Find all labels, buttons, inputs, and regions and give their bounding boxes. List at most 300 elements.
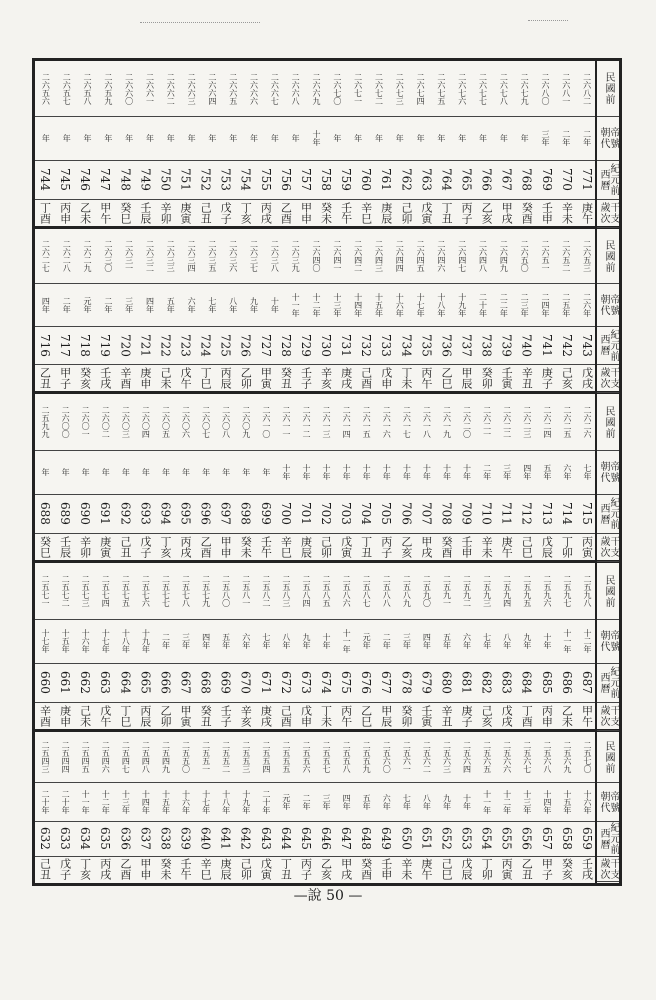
cell-text: 年 <box>332 134 342 142</box>
cell-text: 652 <box>439 827 454 850</box>
cell-dihao <box>389 116 410 160</box>
cell-ganzhi <box>155 533 175 561</box>
cell-ganzhi <box>356 856 376 881</box>
cell-text: 729 <box>298 333 313 357</box>
cell-minguo <box>196 732 216 782</box>
cell-ganzhi <box>396 199 416 227</box>
cell-text: 678 <box>399 671 414 694</box>
cell-xili <box>477 494 497 533</box>
cell-text: 699 <box>258 502 273 525</box>
cell-text: 戊申 <box>299 705 313 727</box>
cell-text: 十三年 <box>522 789 532 814</box>
row-ganzhi <box>35 702 597 730</box>
cell-text: 二六三三 <box>166 240 176 272</box>
cell-minguo <box>537 732 557 782</box>
row-dihao <box>35 450 597 495</box>
header-cell-dihao <box>597 450 619 495</box>
cell-text: 二六二三 <box>522 406 532 438</box>
cell-dihao <box>389 283 410 326</box>
cell-minguo <box>276 732 296 782</box>
cell-text: 687 <box>579 671 594 694</box>
cell-ganzhi <box>396 856 416 881</box>
cell-dihao <box>497 782 517 821</box>
cell-minguo <box>416 394 436 450</box>
cell-dihao <box>535 116 556 160</box>
cell-xili <box>75 326 95 364</box>
cell-xili <box>316 663 336 702</box>
cell-ganzhi <box>416 199 436 227</box>
cell-minguo <box>256 563 276 619</box>
cell-dihao <box>77 116 98 160</box>
cell-text: 718 <box>78 333 93 357</box>
cell-xili <box>316 160 336 199</box>
cell-text: 二年 <box>103 296 113 313</box>
header-cell-ganzhi <box>597 199 619 228</box>
cell-text: 665 <box>138 671 153 694</box>
cell-text: 750 <box>158 168 173 191</box>
cell-text: 二六一七 <box>402 406 412 438</box>
cell-text: 二六八一 <box>561 72 571 105</box>
cell-minguo <box>118 61 139 116</box>
header-cell-minguo <box>597 229 619 284</box>
cell-text: 二五五〇 <box>181 741 191 773</box>
cell-text: 二六一六 <box>382 406 392 438</box>
cell-minguo <box>216 563 236 619</box>
cell-text: 二五七四 <box>101 575 111 607</box>
cell-ganzhi <box>477 199 497 227</box>
cell-ganzhi <box>416 533 436 561</box>
cell-ganzhi <box>577 199 597 227</box>
cell-text: 768 <box>519 168 534 191</box>
cell-text: 十年 <box>322 633 332 649</box>
header-label: 朝代 <box>598 293 609 316</box>
cell-text: 766 <box>479 168 494 191</box>
cell-minguo <box>376 563 396 619</box>
cell-ganzhi <box>336 702 356 730</box>
cell-text: 633 <box>58 827 73 850</box>
cell-text: 二五八七 <box>362 575 372 607</box>
cell-text: 二年 <box>161 633 171 649</box>
cell-text: 655 <box>499 827 514 850</box>
cell-text: 712 <box>519 502 534 525</box>
cell-dihao <box>326 283 347 326</box>
cell-ganzhi <box>176 533 196 561</box>
cell-dihao <box>196 619 216 663</box>
cell-xili <box>55 821 75 856</box>
cell-text: 乙巳 <box>439 367 453 389</box>
cell-dihao <box>472 116 493 160</box>
cell-text: 戊寅 <box>259 857 273 880</box>
cell-text: 年 <box>291 134 301 142</box>
cell-xili <box>517 160 537 199</box>
cell-xili <box>236 663 256 702</box>
cell-text: 癸未 <box>319 202 333 224</box>
cell-text: 717 <box>58 333 73 357</box>
cell-minguo <box>276 563 296 619</box>
cell-text: 辛亥 <box>319 367 333 389</box>
section-body <box>35 394 597 560</box>
cell-xili <box>497 160 517 199</box>
header-label: 民國前 <box>603 405 614 439</box>
cell-text: 十二年 <box>311 292 321 317</box>
cell-minguo <box>517 732 537 782</box>
cell-text: 癸亥 <box>560 857 574 880</box>
cell-dihao <box>410 283 431 326</box>
cell-text: 二六七五 <box>436 72 446 105</box>
cell-ganzhi <box>55 533 75 561</box>
cell-text: 二六六八 <box>291 72 301 105</box>
cell-ganzhi <box>115 199 135 227</box>
cell-text: 二五五二 <box>221 741 231 773</box>
cell-ganzhi <box>135 856 155 881</box>
cell-dihao <box>75 619 95 663</box>
cell-xili <box>376 160 396 199</box>
cell-ganzhi <box>276 702 296 730</box>
cell-xili <box>436 326 456 364</box>
cell-minguo <box>285 229 306 283</box>
cell-dihao <box>576 283 597 326</box>
cell-xili <box>557 326 577 364</box>
cell-text: 753 <box>218 168 233 191</box>
cell-text: 666 <box>158 671 173 694</box>
cell-xili <box>196 160 216 199</box>
cell-text: 六年 <box>382 793 392 810</box>
cell-text: 七年 <box>482 633 492 649</box>
cell-minguo <box>135 563 155 619</box>
cell-text: 八年 <box>502 633 512 649</box>
cell-ganzhi <box>95 364 115 392</box>
cell-dihao <box>176 619 196 663</box>
cell-minguo <box>316 563 336 619</box>
cell-text: 二六四〇 <box>311 240 321 272</box>
cell-text: 庚子 <box>540 367 554 389</box>
row-minguo <box>35 394 597 451</box>
cell-ganzhi <box>155 199 175 227</box>
cell-ganzhi <box>75 364 95 392</box>
cell-minguo <box>517 394 537 450</box>
cell-text: 五年 <box>166 296 176 313</box>
cell-text: 二六二〇 <box>462 406 472 438</box>
header-cell-dihao <box>597 116 619 161</box>
cell-text: 戊午 <box>179 367 193 389</box>
cell-minguo <box>497 732 517 782</box>
cell-dihao <box>135 450 155 494</box>
cell-ganzhi <box>376 364 396 392</box>
cell-minguo <box>55 732 75 782</box>
cell-text: 二五九七 <box>562 575 572 607</box>
cell-text: 767 <box>499 168 514 191</box>
cell-dihao <box>276 782 296 821</box>
cell-text: 己卯 <box>239 857 253 880</box>
cell-dihao <box>35 782 55 821</box>
cell-text: 749 <box>138 168 153 191</box>
cell-text: 三年 <box>322 793 332 810</box>
cell-minguo <box>243 61 264 116</box>
cell-minguo <box>222 229 243 283</box>
cell-text: 639 <box>178 827 193 850</box>
cell-dihao <box>493 116 514 160</box>
cell-text: 669 <box>218 671 233 694</box>
cell-text: 五年 <box>362 793 372 810</box>
cell-dihao <box>135 619 155 663</box>
cell-minguo <box>55 394 75 450</box>
cell-text: 戊午 <box>98 705 112 727</box>
cell-text: 707 <box>419 502 434 525</box>
cell-xili <box>176 326 196 364</box>
cell-text: 二五六〇 <box>382 741 392 773</box>
cell-text: 乙未 <box>78 202 92 224</box>
cell-minguo <box>537 563 557 619</box>
cell-dihao <box>497 619 517 663</box>
cell-text: 戊寅 <box>419 202 433 224</box>
cell-text: 甲申 <box>138 857 152 880</box>
cell-text: 二六一八 <box>422 406 432 438</box>
row-dihao <box>35 116 597 161</box>
cell-text: 681 <box>459 671 474 694</box>
cell-minguo <box>368 229 389 283</box>
cell-dihao <box>95 619 115 663</box>
cell-text: 二五九五 <box>522 575 532 607</box>
cell-text: 年 <box>520 134 530 142</box>
cell-xili <box>396 326 416 364</box>
cell-text: 壬辰 <box>138 202 152 224</box>
cell-text: 元年 <box>281 793 291 810</box>
cell-dihao <box>537 782 557 821</box>
cell-xili <box>236 326 256 364</box>
cell-text: 丁未 <box>319 705 333 727</box>
cell-dihao <box>557 619 577 663</box>
header-label: 西曆 <box>598 502 609 525</box>
cell-text: 二五七三 <box>81 575 91 607</box>
cell-minguo <box>243 229 264 283</box>
cell-text: 754 <box>238 168 253 191</box>
cell-ganzhi <box>135 533 155 561</box>
cell-text: 二五八〇 <box>221 575 231 607</box>
section-header-column <box>595 229 619 391</box>
header-label: 朝代 <box>598 630 609 652</box>
cell-minguo <box>35 394 55 450</box>
cell-text: 二五五七 <box>322 741 332 773</box>
cell-minguo <box>35 61 56 116</box>
cell-dihao <box>55 782 75 821</box>
cell-text: 647 <box>339 827 354 850</box>
cell-xili <box>256 494 276 533</box>
cell-ganzhi <box>196 533 216 561</box>
cell-xili <box>296 494 316 533</box>
cell-minguo <box>176 563 196 619</box>
cell-ganzhi <box>517 702 537 730</box>
cell-text: 658 <box>559 827 574 850</box>
cell-dihao <box>155 782 175 821</box>
cell-text: 二六一五 <box>362 406 372 438</box>
cell-dihao <box>202 283 223 326</box>
cell-ganzhi <box>196 364 216 392</box>
cell-text: 元年 <box>362 633 372 649</box>
header-label: 西曆 <box>598 827 609 850</box>
cell-ganzhi <box>176 364 196 392</box>
cell-text: 713 <box>539 502 554 525</box>
cell-text: 十年 <box>311 130 321 146</box>
cell-text: 辛亥 <box>239 705 253 727</box>
cell-text: 辛丑 <box>520 367 534 389</box>
cell-text: 二六一二 <box>301 406 311 438</box>
cell-ganzhi <box>236 533 256 561</box>
header-label: 帝號 <box>608 790 619 813</box>
section-header-column <box>595 394 619 560</box>
cell-text: 725 <box>218 333 233 357</box>
cell-text: 丙寅 <box>500 857 514 880</box>
cell-text: 丙辰 <box>138 705 152 727</box>
cell-text: 十年 <box>342 464 352 480</box>
cell-xili <box>416 494 436 533</box>
cell-xili <box>457 494 477 533</box>
cell-ganzhi <box>176 199 196 227</box>
cell-text: 丁卯 <box>560 536 574 558</box>
cell-minguo <box>472 61 493 116</box>
cell-xili <box>155 160 175 199</box>
cell-text: 二年 <box>382 633 392 649</box>
cell-text: 二五七一 <box>41 575 51 607</box>
cell-minguo <box>316 732 336 782</box>
cell-text: 丙戌 <box>98 857 112 880</box>
cell-xili <box>356 663 376 702</box>
cell-minguo <box>396 563 416 619</box>
cell-text: 686 <box>559 671 574 694</box>
cell-text: 744 <box>38 168 53 191</box>
cell-xili <box>577 821 597 856</box>
cell-xili <box>336 663 356 702</box>
cell-ganzhi <box>55 199 75 227</box>
cell-xili <box>296 326 316 364</box>
cell-minguo <box>577 394 597 450</box>
cell-text: 四年 <box>145 296 155 313</box>
cell-text: 九年 <box>522 633 532 649</box>
cell-xili <box>376 663 396 702</box>
cell-xili <box>396 821 416 856</box>
cell-xili <box>155 494 175 533</box>
cell-xili <box>256 821 276 856</box>
cell-text: 年 <box>61 468 71 476</box>
cell-text: 二五九八 <box>582 575 592 607</box>
cell-text: 677 <box>379 671 394 694</box>
cell-xili <box>436 821 456 856</box>
cell-dihao <box>256 782 276 821</box>
cell-minguo <box>160 229 181 283</box>
cell-text: 二六〇九 <box>241 406 251 438</box>
cell-text: 二六三九 <box>291 240 301 272</box>
cell-ganzhi <box>135 199 155 227</box>
cell-text: 乙卯 <box>158 705 172 727</box>
cell-dihao <box>336 619 356 663</box>
cell-ganzhi <box>316 856 336 881</box>
cell-text: 十二年 <box>502 789 512 814</box>
cell-dihao <box>316 450 336 494</box>
cell-text: 十年 <box>322 464 332 480</box>
cell-text: 年 <box>166 134 176 142</box>
cell-text: 八年 <box>281 633 291 649</box>
cell-ganzhi <box>436 856 456 881</box>
cell-text: 戊辰 <box>540 536 554 558</box>
cell-text: 694 <box>158 502 173 525</box>
header-label: 紀元前 <box>608 666 619 699</box>
cell-text: 二六〇七 <box>201 406 211 438</box>
cell-text: 679 <box>419 671 434 694</box>
cell-text: 二六七八 <box>499 72 509 105</box>
cell-text: 壬申 <box>379 857 393 880</box>
cell-minguo <box>356 394 376 450</box>
cell-minguo <box>135 732 155 782</box>
header-label: 西曆 <box>598 168 609 191</box>
cell-text: 二五六五 <box>482 741 492 773</box>
cell-text: 682 <box>479 671 494 694</box>
cell-text: 671 <box>258 671 273 694</box>
cell-text: 二六四八 <box>478 240 488 272</box>
cell-text: 710 <box>479 502 494 525</box>
cell-xili <box>155 821 175 856</box>
cell-dihao <box>256 619 276 663</box>
cell-text: 二五七二 <box>61 575 71 607</box>
cell-text: 己未 <box>78 705 92 727</box>
cell-text: 年 <box>187 134 197 142</box>
cell-text: 十年 <box>542 633 552 649</box>
cell-text: 丙寅 <box>580 536 594 558</box>
cell-dihao <box>55 619 75 663</box>
cell-text: 年 <box>353 134 363 142</box>
cell-ganzhi <box>497 702 517 730</box>
cell-text: 年 <box>270 134 280 142</box>
cell-text: 丁酉 <box>520 705 534 727</box>
cell-xili <box>537 821 557 856</box>
page-footer: —說 50 — <box>293 888 363 904</box>
cell-text: 年 <box>478 134 488 142</box>
cell-text: 728 <box>278 333 293 357</box>
cell-text: 二年 <box>582 130 592 146</box>
cell-text: 十二年 <box>582 629 592 653</box>
cell-text: 二五四四 <box>61 741 71 773</box>
cell-text: 二五九九 <box>41 406 51 438</box>
cell-dihao <box>181 116 202 160</box>
cell-text: 719 <box>98 333 113 357</box>
header-label: 干支 <box>608 705 619 727</box>
table-section <box>35 563 619 732</box>
cell-dihao <box>326 116 347 160</box>
cell-xili <box>316 326 336 364</box>
cell-text: 703 <box>339 502 354 525</box>
cell-ganzhi <box>256 856 276 881</box>
cell-ganzhi <box>336 199 356 227</box>
cell-ganzhi <box>296 364 316 392</box>
cell-minguo <box>77 61 98 116</box>
cell-dihao <box>75 450 95 494</box>
cell-text: 二六七六 <box>457 72 467 105</box>
cell-text: 二五八八 <box>382 575 392 607</box>
cell-text: 十年 <box>422 464 432 480</box>
cell-xili <box>477 326 497 364</box>
cell-text: 二五六六 <box>502 741 512 773</box>
header-cell-ganzhi <box>597 702 619 731</box>
cell-minguo <box>326 229 347 283</box>
cell-xili <box>75 821 95 856</box>
cell-text: 二六七七 <box>478 72 488 105</box>
header-label: 歲次 <box>598 536 609 558</box>
cell-ganzhi <box>376 702 396 730</box>
cell-minguo <box>557 394 577 450</box>
cell-text: 乙卯 <box>239 367 253 389</box>
cell-ganzhi <box>55 364 75 392</box>
cell-text: 二五八二 <box>261 575 271 607</box>
cell-ganzhi <box>356 364 376 392</box>
cell-text: 十一年 <box>482 789 492 814</box>
